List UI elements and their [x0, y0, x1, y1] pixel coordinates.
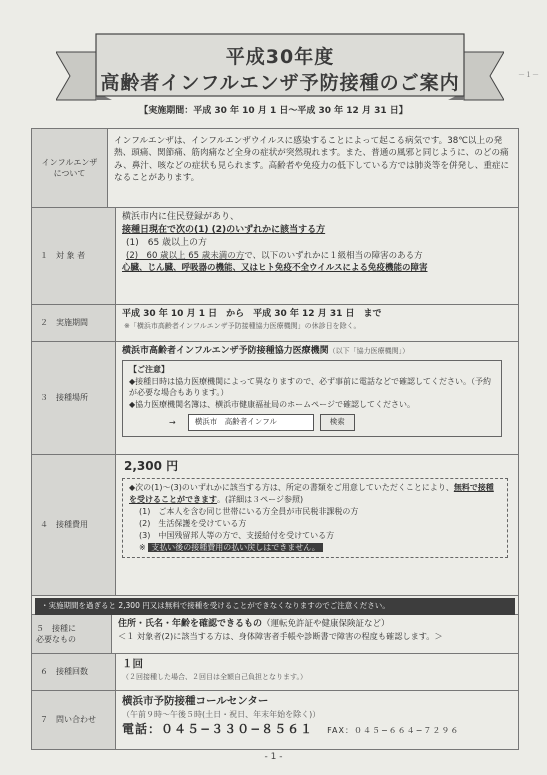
term-main: 平成 30 年 10 月 1 日 から 平成 30 年 12 月 31 日 まで	[122, 309, 382, 319]
row-about-influenza	[32, 129, 518, 208]
notice-title: 【ご注意】	[129, 365, 169, 375]
info-table	[31, 128, 519, 750]
items-note: ＜１ 対象者(2)に該当する方は、身体障害者手帳や診断書で障害の程度も確認します。＞	[118, 631, 443, 642]
target-item1: (1) 65 歳以上の方	[126, 238, 208, 249]
target-line2: 接種日現在で次の(1) (2)のいずれかに該当する方	[122, 225, 326, 236]
term-note: ※「横浜市高齢者インフルエンザ予防接種協力医療機関」の休診日を除く。	[124, 322, 361, 331]
search-input[interactable]: 横浜市 高齢者インフル	[188, 414, 314, 431]
target-item2-age: (2) 60 歳以上 65 歳未満の方	[126, 251, 245, 262]
free-item-1: (1) ご本人を含む同じ世帯にいる方全員が市民税非課税の方	[139, 507, 359, 517]
banner-title-year: 平成30年度	[225, 46, 335, 68]
row-header: ４ 接種費用	[32, 455, 116, 595]
row-count	[32, 654, 518, 691]
implementation-period: 【実施期間：平成 30 年 10 月 1 日〜平成 30 年 12 月 31 日】	[139, 106, 408, 116]
row-header: １ 対 象 者	[32, 208, 116, 304]
row-header: ３ 接種場所	[32, 342, 116, 454]
row-fee	[32, 455, 518, 596]
target-item2-detail: 心臓、じん臓、呼吸器の機能、又はヒト免疫不全ウイルスによる免疫機能の障害	[122, 263, 428, 274]
search-button-label: 検索	[329, 417, 345, 427]
free-highlight: 無料で接種を受けることができます	[129, 483, 494, 505]
refund-mark: ※	[139, 543, 146, 553]
fee-amount: 2,300 円	[124, 459, 179, 473]
title-banner	[56, 30, 504, 104]
free-item-3: (3) 中国残留邦人等の方で、支援給付を受けている方	[139, 531, 335, 541]
items-main: 住所・氏名・年齢を確認できるもの	[118, 619, 263, 629]
row-place	[32, 342, 518, 455]
search-example	[169, 414, 495, 431]
fax-number: FAX：０４５−６６４−７２９６	[327, 725, 460, 735]
free-detail-ref: 。(詳細は３ページ参照)	[217, 495, 304, 505]
refund-note: 支払い後の接種費用の払い戻しはできません。	[148, 543, 322, 552]
place-notice-box	[122, 360, 502, 437]
phone-label: 電話	[122, 721, 149, 736]
contact-main: 横浜市予防接種コールセンター	[122, 695, 269, 707]
arrow-icon: →	[169, 418, 176, 428]
free-intro: ◆次の(1)〜(3)のいずれかに該当する方は、所定の書類をご用意していただくことにより、	[129, 483, 454, 493]
row-required-items	[32, 615, 518, 654]
row-header: ５ 接種に 必要なもの	[32, 615, 112, 653]
row-contact	[32, 691, 518, 750]
target-item2-cond: で、以下のいずれかに１級相当の障害のある方	[244, 251, 423, 262]
row-header: ６ 接種回数	[32, 654, 116, 690]
row-header: ２ 実施期間	[32, 305, 116, 341]
target-line1: 横浜市内に住民登録があり、	[122, 212, 240, 222]
place-main-sub: （以下「協力医療機関」）	[328, 347, 410, 355]
page-number: - 1 -	[264, 752, 283, 762]
free-item-2: (2) 生活保護を受けている方	[139, 519, 247, 529]
phone-number[interactable]: ：０４５−３３０−８５６１	[148, 721, 314, 736]
contact-hours: （午前９時〜午後５時(土日・祝日、年末年始を除く)）	[122, 710, 321, 720]
row-term	[32, 305, 518, 342]
row-header: ７ 問い合わせ	[32, 691, 116, 749]
banner-title-main: 高齢者インフルエンザ予防接種のご案内	[100, 72, 460, 94]
search-button[interactable]	[320, 414, 355, 431]
fee-warning-strip: ・実施期間を過ぎると 2,300 円又は無料で接種を受けることができなくなりますのでご注意ください。	[35, 598, 515, 615]
items-main-sub: （運転免許証や健康保険証など）	[262, 619, 390, 629]
place-main: 横浜市高齢者インフルエンザ予防接種協力医療機関	[122, 346, 329, 356]
row-fee-warning	[32, 596, 518, 615]
count-note: （２回接種した場合、２回目は全額自己負担となります。）	[122, 673, 307, 682]
about-text: インフルエンザは、インフルエンザウイルスに感染することによって起こる病気です。38℃以上の発熱、頭痛、関節痛、筋肉痛など全身の症状が突然現れます。また、普通の風邪と同じように、のどの痛み、鼻汁、咳などの症状も見られます。高齢者や免疫力の低下している方では肺炎等を併発し、重症になることがあります。	[114, 136, 510, 184]
row-target	[32, 208, 518, 305]
notice-2: ◆協力医療機関名簿は、横浜市健康福祉局のホームページで確認してください。	[129, 399, 415, 409]
notice-1: ◆接種日時は協力医療機関によって異なりますので、必ず事前に電話などで確認してください。（予約が必要な場合もあります。）	[129, 376, 491, 398]
corner-number: －１－	[518, 71, 539, 79]
row-header: インフルエンザ について	[32, 129, 108, 207]
free-conditions-box	[122, 478, 508, 558]
count-main: １回	[122, 658, 143, 670]
